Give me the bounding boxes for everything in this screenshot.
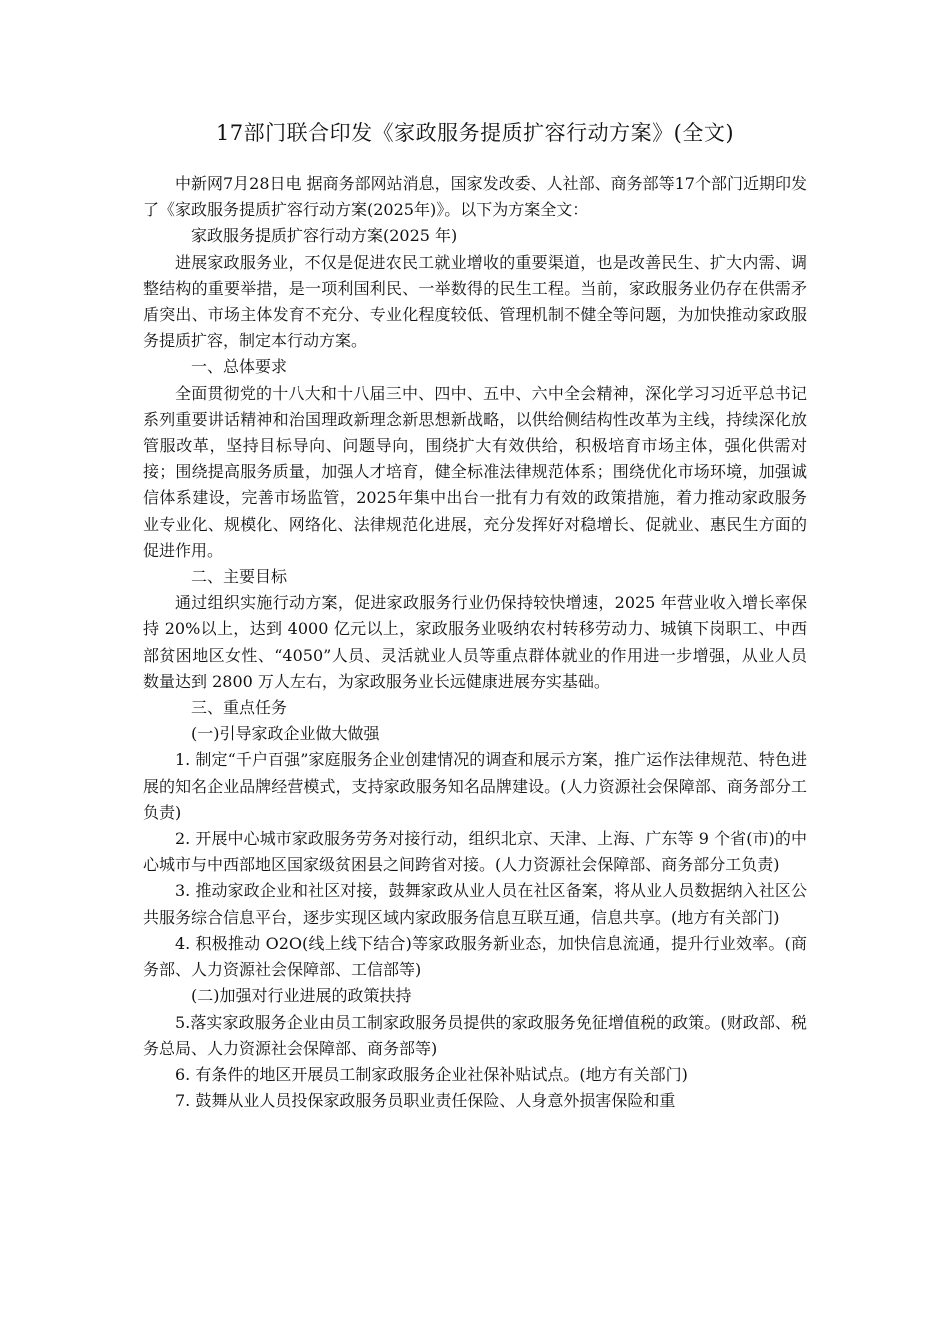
task-item-5: 5.落实家政服务企业由员工制家政服务员提供的家政服务免征增值税的政策。(财政部、税务总局、人力资源社会保障部、商务部等) [143, 1012, 807, 1058]
document-page [143, 118, 807, 1114]
task-item-3: 3. 推动家政企业和社区对接，鼓舞家政从业人员在社区备案，将从业人员数据纳入社区公共服务综合信息平台，逐步实现区域内家政服务信息互联互通，信息共享。(地方有关部门) [143, 881, 807, 927]
task-item-1: 1. 制定“千户百强”家庭服务企业创建情况的调查和展示方案，推广运作法律规范、特色进展的知名企业品牌经营模式，支持家政服务知名品牌建设。(人力资源社会保障部、商务部分工负责) [143, 750, 807, 822]
section-heading-main-goals: 二、主要目标 [191, 567, 288, 587]
subsection-heading-2: (二)加强对行业进展的政策扶持 [191, 986, 412, 1006]
main-goals-paragraph: 通过组织实施行动方案，促进家政服务行业仍保持较快增速，2025 年营业收入增长率保持 20%以上，达到 4000 亿元以上，家政服务业吸纳农村转移劳动力、城镇下岗职工、中西部贫困地区女性、“4050”人员、灵活就业人员等重点群体就业的作用进一步增强，从业人员数量达到 2800 万人左右，为家政服务业长远健康进展夯实基础。 [143, 593, 807, 691]
subsection-heading-1: (一)引导家政企业做大做强 [191, 724, 380, 744]
task-item-7: 7. 鼓舞从业人员投保家政服务员职业责任保险、人身意外损害保险和重 [175, 1091, 676, 1111]
task-item-6: 6. 有条件的地区开展员工制家政服务企业社保补贴试点。(地方有关部门) [175, 1064, 688, 1084]
task-item-4: 4. 积极推动 O2O(线上线下结合)等家政服务新业态，加快信息流通，提升行业效率。(商务部、人力资源社会保障部、工信部等) [143, 933, 807, 980]
section-heading-key-tasks: 三、重点任务 [191, 698, 288, 718]
intro-paragraph: 中新网7月28日电 据商务部网站消息，国家发改委、人社部、商务部等17个部门近期印发了《家政服务提质扩容行动方案(2025年)》。以下为方案全文： [143, 174, 807, 220]
section-heading-general-requirements: 一、总体要求 [191, 357, 288, 377]
task-item-2: 2. 开展中心城市家政服务劳务对接行动，组织北京、天津、上海、广东等 9 个省(市)的中心城市与中西部地区国家级贫困县之间跨省对接。(人力资源社会保障部、商务部分工负责) [143, 829, 807, 875]
preamble-paragraph: 进展家政服务业，不仅是促进农民工就业增收的重要渠道，也是改善民生、扩大内需、调整结构的重要举措，是一项利国利民、一举数得的民生工程。当前，家政服务业仍存在供需矛盾突出、市场主体发育不充分、专业化程度较低、管理机制不健全等问题，为加快推动家政服务提质扩容，制定本行动方案。 [143, 252, 807, 351]
general-requirements-paragraph: 全面贯彻党的十八大和十八届三中、四中、五中、六中全会精神，深化学习习近平总书记系列重要讲话精神和治国理政新理念新思想新战略，以供给侧结构性改革为主线，持续深化放管服改革，坚持目标导向、问题导向，围绕扩大有效供给，积极培育市场主体，强化供需对接；围绕提高服务质量，加强人才培育，健全标准法律规范体系；围绕优化市场环境，加强诚信体系建设，完善市场监管，2025年集中出台一批有力有效的政策措施，着力推动家政服务业专业化、规模化、网络化、法律规范化进展，充分发挥好对稳增长、促就业、惠民生方面的促进作用。 [143, 383, 807, 560]
plan-title-line: 家政服务提质扩容行动方案(2025 年) [191, 226, 458, 246]
document-title: 17部门联合印发《家政服务提质扩容行动方案》(全文) [215, 121, 735, 145]
